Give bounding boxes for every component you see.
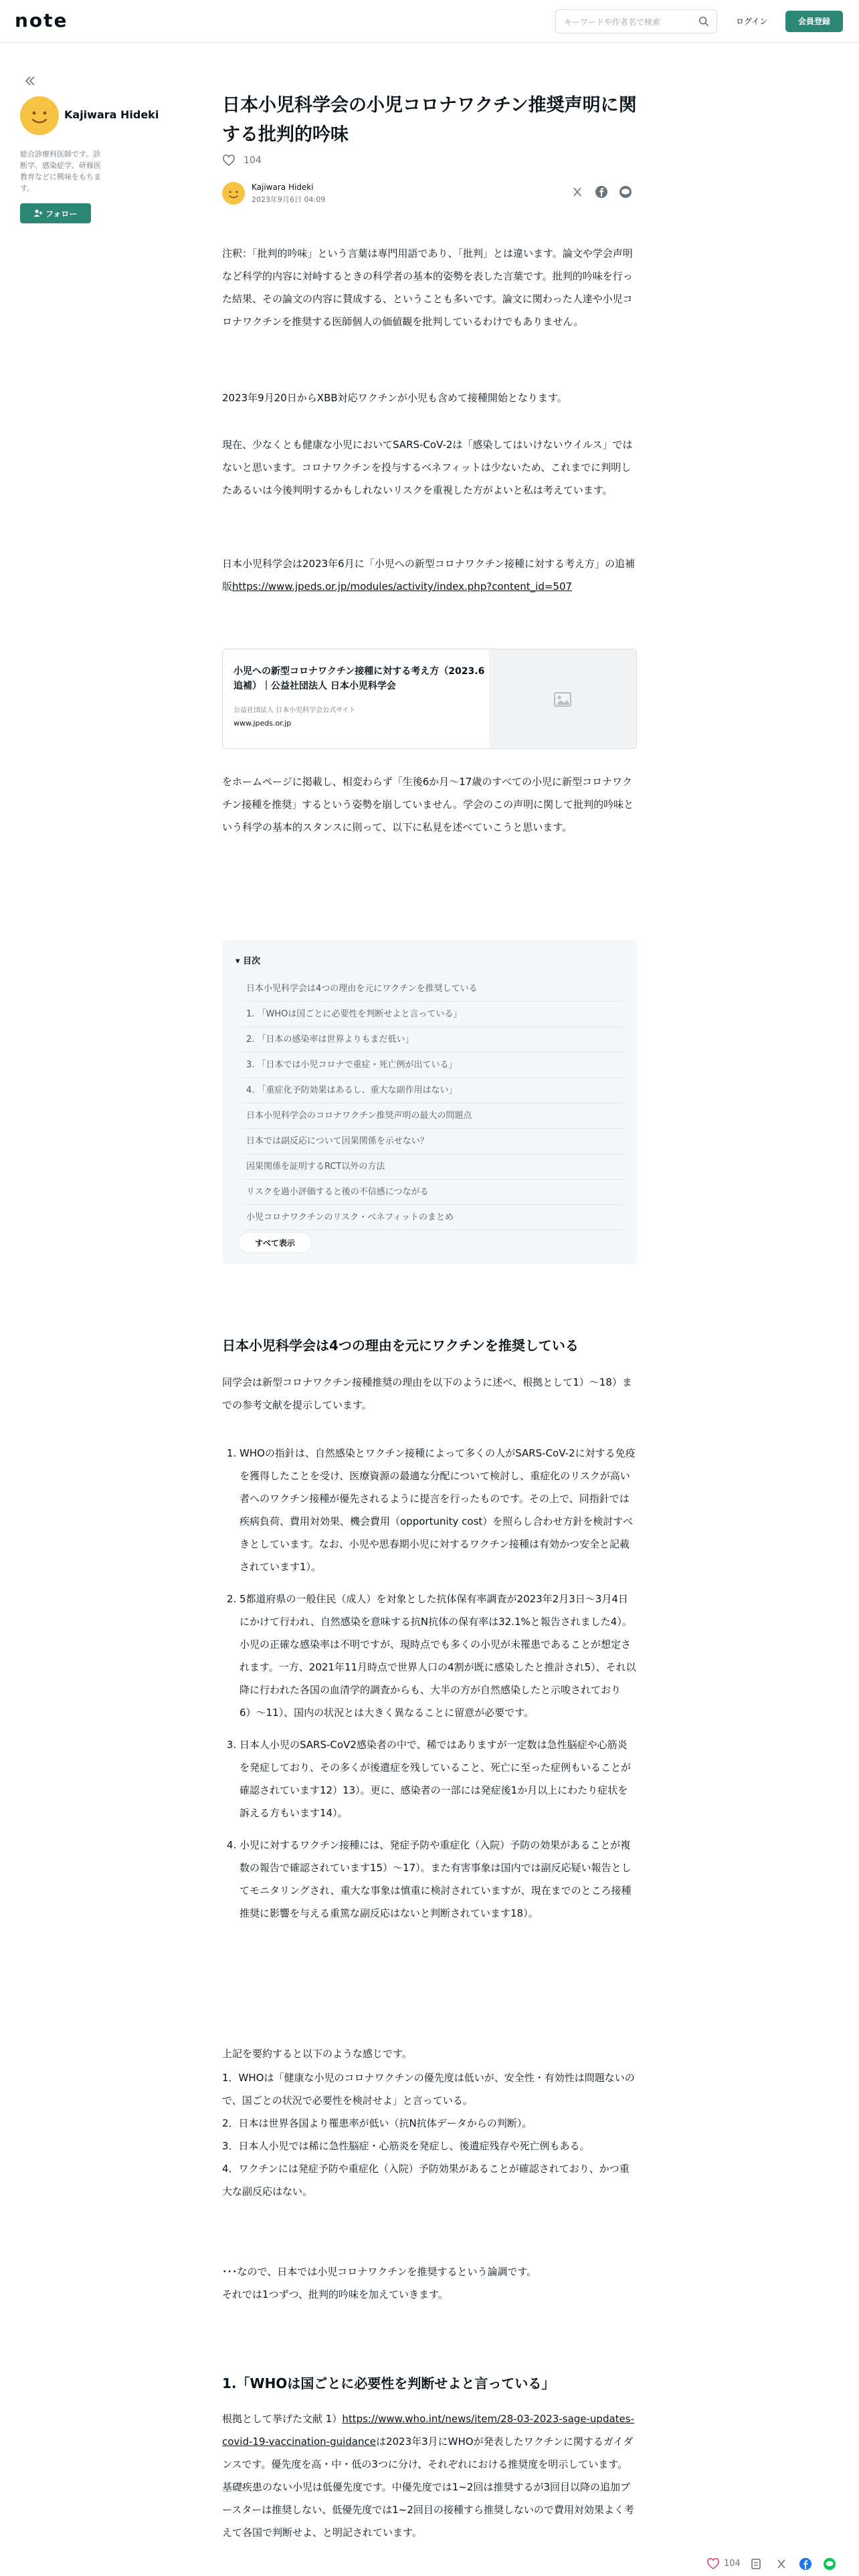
article-title: 日本小児科学会の小児コロナワクチン推奨声明に関する批判的吟味 xyxy=(222,95,637,145)
paragraph-opinion: 現在、少なくとも健康な小児においてSARS-CoV-2は「感染してはいけないウイルス」ではないと思います。コロナワクチンを投与するベネフィットは少ないため、これまでに判明したあるいは今後判明するかもしれないリスクを重視した方がよいと私は考えています。 xyxy=(222,439,633,496)
table-of-contents xyxy=(222,940,637,1264)
paragraph-stance: をホームページに掲載し、相変わらず「生後6か月〜17歳のすべての小児に新型コロナワクチン接種を推奨」するという姿勢を崩していません。学会のこの声明に関して批判的吟味という科学の基本的スタンスに則って、以下に私見を述べていこうと思います。 xyxy=(222,776,634,833)
section-heading-who: 1.「WHOは国ごとに必要性を判断せよと言っている」 xyxy=(222,2375,555,2391)
toc-item[interactable]: 4. 「重症化予防効果はあるし、重大な副作用はない」 xyxy=(242,1078,624,1103)
paragraph-reasons-intro: 同学会は新型コロナワクチン接種推奨の理由を以下のように述べ、根拠として1）〜18）までの参考文献を提示しています。 xyxy=(222,1376,632,1411)
author-name[interactable]: Kajiwara Hideki xyxy=(252,183,314,192)
link-card-title: 小児への新型コロナワクチン接種に対する考え方（2023.6追補）｜公益社団法人 日本小児科学会 xyxy=(233,666,485,691)
link-card-thumbnail xyxy=(489,649,636,749)
follow-button[interactable] xyxy=(20,203,91,223)
paragraph-summary-intro: 上記を要約すると以下のような感じです。 xyxy=(222,2048,412,2060)
x-icon[interactable] xyxy=(775,2557,788,2571)
summary-item: 2．日本は世界各国より罹患率が低い（抗N抗体データからの判断）。 xyxy=(222,2117,533,2129)
sidebar-author-bio: 総合診療科医師です。診断学、感染症学、研修医教育などに興味をもちます。 xyxy=(20,150,101,193)
toc-item[interactable]: 日本小児科学会のコロナワクチン推奨声明の最大の問題点 xyxy=(242,1103,624,1129)
paragraph-xbb: 2023年9月20日からXBB対応ワクチンが小児も含めて接種開始となります。 xyxy=(222,392,567,404)
x-icon[interactable] xyxy=(570,185,585,199)
summary-item: 1．WHOは「健康な小児のコロナワクチンの優先度は低いが、安全性・有効性は問題ないので、国ごとの状況で必要性を検討せよ」と言っている。 xyxy=(222,2072,635,2107)
link-card-description: 公益社団法人 日本小児科学会公式サイト xyxy=(233,707,356,714)
floating-action-bar xyxy=(692,2552,859,2576)
paragraph-jpeds-text: 日本小児科学会は2023年6月に「小児への新型コロナワクチン接種に対する考え方」の追補版 xyxy=(222,558,635,593)
toc-item[interactable]: 2. 「日本の感染率は世界よりもまだ低い」 xyxy=(242,1027,624,1053)
conclusion-line: それでは1つずつ、批判的吟味を加えていきます。 xyxy=(222,2288,448,2300)
line-icon[interactable] xyxy=(618,185,633,199)
search-box[interactable] xyxy=(555,9,717,33)
toc-item[interactable]: 因果関係を証明するRCT以外の方法 xyxy=(242,1154,624,1180)
reason-item: 1. WHOの指針は、自然感染とワクチン接種によって多くの人がSARS-CoV-2に対する免疫を獲得したことを受け、医療資源の最適な分配について検討し、重症化のリスクが高い者へのワクチン接種が優先されるように提言を行ったものです。その上で、同指針では疾病負荷、費用対効果、機会費用（opportunity cost）を照らし合わせ方針を検討すべきとしています。なお、小児や思春期小児に対するワクチン接種は有効かつ安全と記載されています1）。 xyxy=(240,1442,637,1578)
who-link[interactable]: https://www.who.int/news/item/28-03-2023-sage-updates-covid-19-vaccination-guidance xyxy=(222,2413,635,2448)
reasons-list xyxy=(222,1442,637,1934)
section-heading-reasons: 日本小児科学会は4つの理由を元にワクチンを推奨している xyxy=(222,1337,579,1354)
reason-item: 2. 5都道府県の一般住民（成人）を対象とした抗体保有率調査が2023年2月3日〜3月4日にかけて行われ、自然感染を意味する抗N抗体の保有率は32.1%と報告されました4）。小児の正確な感染率は不明ですが、現時点でも多くの小児が未罹患であることが想定されます。一方、2021年11月時点で世界人口の4割が既に感染したと推計され5）、それ以降に行われた各国の血清学的調査からも、大半の方が自然感染したと示唆されており6）〜11）、国内の状況とは大きく異なることに留意が必要です。 xyxy=(240,1588,637,1724)
summary-item: 4．ワクチンには発症予防や重症化（入院）予防効果があることが確認されており、かつ重大な副反応はない。 xyxy=(222,2163,630,2197)
follow-label: フォロー xyxy=(45,209,78,219)
like-count: 104 xyxy=(244,155,262,166)
toc-item[interactable]: 小児コロナワクチンのリスク・ベネフィットのまとめ xyxy=(242,1205,624,1230)
summary-list xyxy=(222,2066,637,2203)
publish-date: 2023年9月6日 04:09 xyxy=(252,195,326,204)
note-logo[interactable]: note xyxy=(15,9,68,31)
author-avatar[interactable] xyxy=(20,96,59,135)
user-plus-icon xyxy=(33,209,43,218)
toc-list xyxy=(242,976,624,1230)
sidebar-author-name[interactable]: Kajiwara Hideki xyxy=(64,108,159,121)
facebook-icon[interactable] xyxy=(594,185,609,199)
image-icon xyxy=(553,690,572,709)
paragraph-note: 注釈：「批判的吟味」という言葉は専門用語であり、「批判」とは違います。論文や学会声明など科学的内容に対峙するときの科学者の基本的姿勢を表した言葉です。批判的吟味を行った結果、その論文の内容に賛成する、ということも多いです。論文に関わった人達や小児コロナワクチンを推奨する医師個人の価値観を批判しているわけでもありません。 xyxy=(222,247,633,328)
collapse-icon[interactable] xyxy=(23,74,37,88)
facebook-icon[interactable] xyxy=(799,2557,812,2571)
toc-title[interactable]: ▾ 目次 xyxy=(235,956,261,966)
link-card[interactable] xyxy=(222,649,637,749)
login-link[interactable]: ログイン xyxy=(736,17,768,26)
conclusion-line: ･･･なので、日本では小児コロナワクチンを推奨するという論調です。 xyxy=(222,2266,537,2278)
reason-item: 4. 小児に対するワクチン接種には、発症予防や重症化（入院）予防の効果があることが複数の報告で確認されています15）〜17）。また有害事象は国内では副反応疑い報告としてモニタリングされ、重大な事象は慎重に検討されていますが、現在までのところ接種推奨に影響を与える重篤な副反応はないと判断されています18）。 xyxy=(240,1834,637,1925)
line-icon[interactable] xyxy=(823,2557,836,2571)
search-icon[interactable] xyxy=(698,15,710,27)
toc-item[interactable]: 日本小児科学会は4つの理由を元にワクチンを推奨している xyxy=(242,976,624,1002)
summary-item: 3．日本人小児では稀に急性脳症・心筋炎を発症し、後遺症残存や死亡例もある。 xyxy=(222,2140,590,2152)
note-icon[interactable] xyxy=(749,2557,763,2571)
toc-item[interactable]: リスクを過小評価すると後の不信感につながる xyxy=(242,1180,624,1205)
heart-icon[interactable] xyxy=(222,154,235,167)
heart-icon[interactable] xyxy=(706,2557,720,2571)
search-input[interactable] xyxy=(564,15,691,29)
author-row xyxy=(222,181,637,207)
toc-item[interactable]: 日本では副反応について因果関係を示せない？ xyxy=(242,1129,624,1154)
toc-title-label: 目次 xyxy=(243,956,261,966)
paragraph-who xyxy=(222,2407,637,2575)
link-card-url: www.jpeds.or.jp xyxy=(233,719,292,728)
jpeds-link[interactable]: https://www.jpeds.or.jp/modules/activity/index.php?content_id=507 xyxy=(232,580,573,593)
signup-button[interactable]: 会員登録 xyxy=(785,11,843,32)
paragraph-jpeds xyxy=(222,552,637,598)
toc-show-all-button[interactable]: すべて表示 xyxy=(238,1232,312,1253)
global-header xyxy=(0,0,859,43)
paragraph-conclusion xyxy=(222,2260,637,2306)
paragraph-who-post: は2023年3月にWHOが発表したワクチンに関するガイダンスです。優先度を高・中・低の3つに分け、それぞれにおける推奨度を明示しています。基礎疾患のない小児は低優先度です。中優先度では1~2回は推奨するが3回目以降の追加ブースターは推奨しない、低優先度では1~2回目の接種すら推奨しないので費用対効果よく考えて各国で判断せよ、と明記されています。 xyxy=(222,2436,634,2539)
reason-item: 3. 日本人小児のSARS-CoV2感染者の中で、稀ではありますが一定数は急性脳症や心筋炎を発症しており、その多くが後遺症を残していること、死亡に至った症例もいることが確認されています12）13）。更に、感染者の一部には発症後1か月以上にわたり症状を訴える方もいます14）。 xyxy=(240,1733,637,1824)
floating-like-count: 104 xyxy=(724,2559,741,2569)
toc-item[interactable]: 1. 「WHOは国ごとに必要性を判断せよと言っている」 xyxy=(242,1002,624,1027)
paragraph-who-pre: 根拠として挙げた文献 1） xyxy=(222,2413,343,2425)
author-avatar-small[interactable] xyxy=(222,182,245,205)
toc-item[interactable]: 3. 「日本では小児コロナで重症・死亡例が出ている」 xyxy=(242,1053,624,1078)
